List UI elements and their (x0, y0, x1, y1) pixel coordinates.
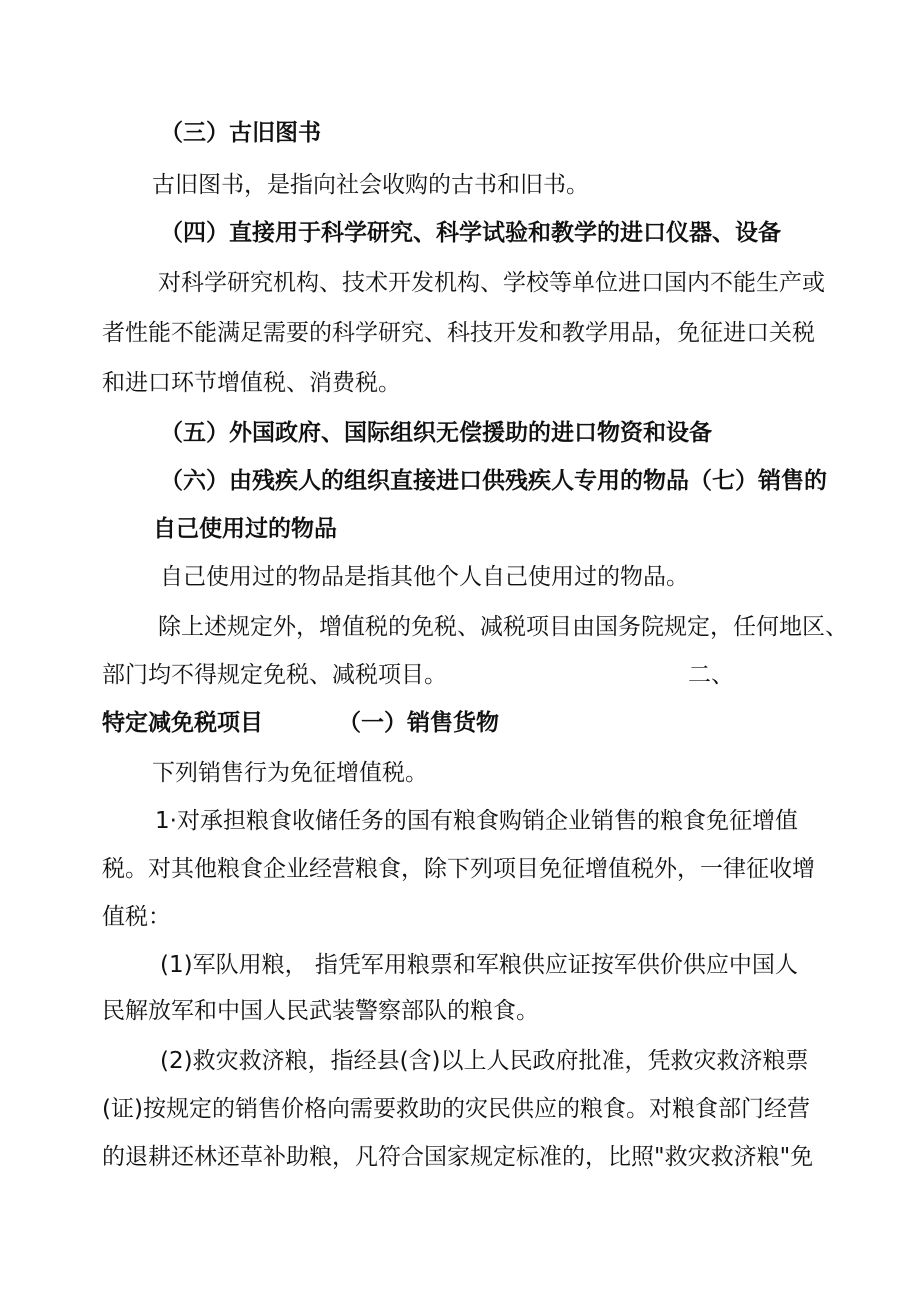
part-2-title: 特定减免税项目 (102, 710, 263, 736)
section-4-heading: （四）直接用于科学研究、科学试验和教学的进口仪器、设备 (160, 220, 781, 246)
section-7-text: 自己使用过的物品是指其他个人自己使用过的物品。 (160, 564, 689, 590)
part-2-subheading: （一）销售货物 (338, 710, 499, 736)
sub-item-2-line-1: (2)救灾救济粮，指经县(含)以上人民政府批准，凭救灾救济粮票 (160, 1048, 809, 1074)
intro-text: 下列销售行为免征增值税。 (152, 760, 428, 786)
section-4-paragraph-line-2: 者性能不能满足需要的科学研究、科技开发和教学用品，免征进口关税 (102, 320, 815, 346)
section-6-heading-line-2: 自己使用过的物品 (153, 516, 337, 542)
sub-item-1-line-1: (1)军队用粮， 指凭军用粮票和军粮供应证按军供价供应中国人 (160, 952, 798, 978)
section-6-heading-line-1: （六）由残疾人的组织直接进口供残疾人专用的物品（七）销售的 (160, 468, 827, 494)
sub-item-1-line-2: 民解放军和中国人民武装警察部队的粮食。 (102, 998, 539, 1024)
item-1-line-3: 值税： (102, 904, 171, 930)
sub-item-2-line-2: (证)按规定的销售价格向需要救助的灾民供应的粮食。对粮食部门经营 (102, 1096, 810, 1122)
section-4-paragraph-line-3: 和进口环节增值税、消费税。 (102, 370, 401, 396)
section-3-text: 古旧图书，是指向社会收购的古书和旧书。 (152, 172, 589, 198)
item-1-line-1: 1·对承担粮食收储任务的国有粮食购销企业销售的粮食免征增值 (155, 808, 798, 834)
other-rules-line-2: 部门均不得规定免税、减税项目。 (102, 662, 447, 688)
section-4-paragraph-line-1: 对科学研究机构、技术开发机构、学校等单位进口国内不能生产或 (158, 270, 825, 296)
part-2-number: 二、 (688, 662, 734, 688)
section-5-heading: （五）外国政府、国际组织无偿援助的进口物资和设备 (160, 420, 712, 446)
sub-item-2-line-3: 的退耕还林还草补助粮，凡符合国家规定标准的，比照"救灾救济粮"免 (102, 1144, 814, 1170)
other-rules-line-1: 除上述规定外，增值税的免税、减税项目由国务院规定，任何地区、 (158, 614, 848, 640)
item-1-line-2: 税。对其他粮食企业经营粮食，除下列项目免征增值税外，一律征收增 (102, 856, 815, 882)
section-3-heading: （三）古旧图书 (160, 120, 321, 146)
